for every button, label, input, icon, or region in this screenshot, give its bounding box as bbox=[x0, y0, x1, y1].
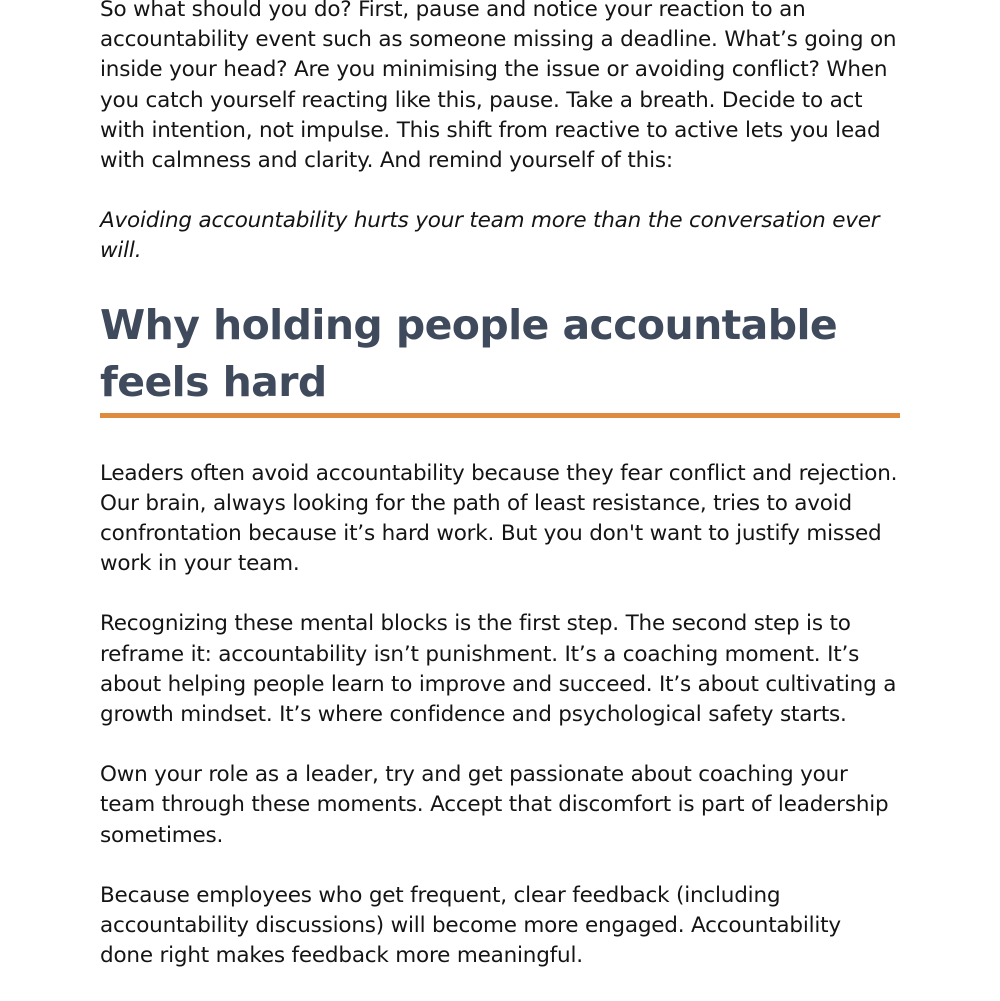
section-heading: Why holding people accountable feels hard bbox=[100, 300, 838, 406]
body-paragraph: Recognizing these mental blocks is the first step. The second step is to reframe it: accountability isn’t punishment. It’s a coaching moment. It’s about helping people learn to improve and succeed. It’s about cultivating a growth mindset. It’s where confidence and psychological safety starts. bbox=[100, 611, 897, 728]
body-paragraph: Own your role as a leader, try and get passionate about coaching your team through these moments. Accept that discomfort is part of leadership sometimes. bbox=[100, 762, 889, 848]
pull-quote: Avoiding accountability hurts your team more than the conversation ever will. bbox=[100, 208, 880, 264]
article-body bbox=[100, 0, 900, 1001]
intro-paragraph: So what should you do? First, pause and notice your reaction to an accountability event such as someone missing a deadline. What’s going on inside your head? Are you minimising the issue or avoiding conflict? When you catch yourself reacting like this, pause. Take a breath. Decide to act with intention, not impulse. This shift from reactive to active lets you lead with calmness and clarity. And remind yourself of this: bbox=[100, 0, 897, 174]
body-paragraph: Leaders often avoid accountability because they fear conflict and rejection. Our brain, always looking for the path of least resistance, tries to avoid confrontation because it’s hard work. But you don't want to justify missed work in your team. bbox=[100, 460, 898, 577]
heading-underline-divider bbox=[100, 413, 900, 418]
body-paragraph: Because employees who get frequent, clear feedback (including accountability discussions) will become more engaged. Accountability done right makes feedback more meaningful. bbox=[100, 882, 841, 969]
